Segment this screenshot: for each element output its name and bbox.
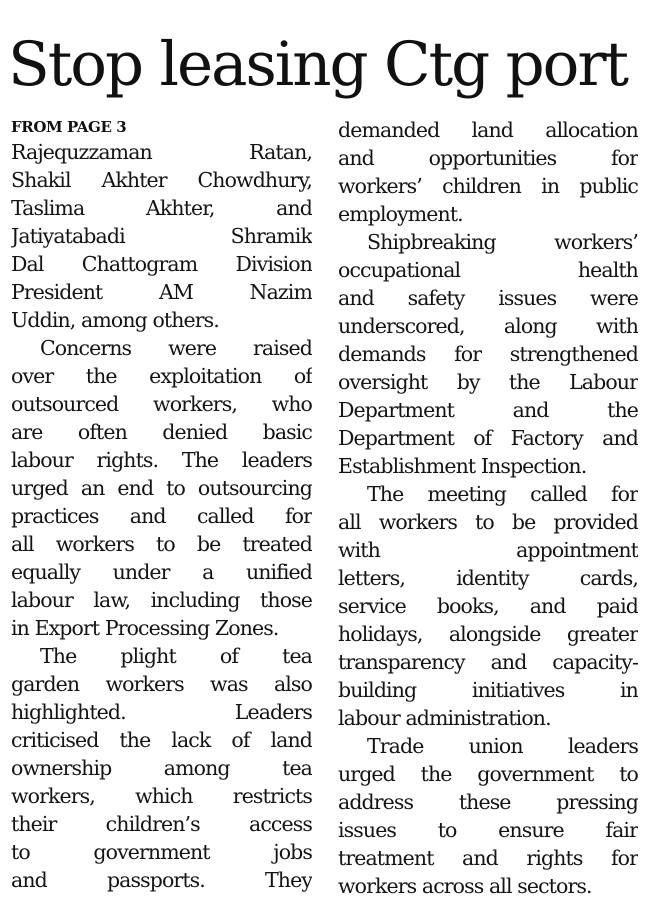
text-line: practices and called for: [11, 504, 312, 528]
text-line: and safety issues were: [338, 286, 638, 310]
right-column: [338, 116, 638, 900]
text-line: building initiatives in: [338, 678, 638, 702]
text-line: transparency and capacity-: [338, 650, 638, 674]
text-line: occupational health: [338, 258, 638, 282]
text-line: over the exploitation of: [11, 364, 312, 388]
text-line: Uddin, among others.: [11, 308, 219, 332]
text-line: labour rights. The leaders: [11, 448, 312, 472]
text-line: all workers to be treated: [11, 532, 312, 556]
text-line: urged an end to outsourcing: [11, 476, 312, 500]
text-line: issues to ensure fair: [338, 818, 638, 842]
text-line: service books, and paid: [338, 594, 638, 618]
text-line: criticised the lack of land: [11, 728, 312, 752]
text-line: and passports. They: [11, 868, 312, 892]
text-line: their children’s access: [11, 812, 312, 836]
text-line: demanded land allocation: [338, 118, 638, 142]
text-line: in Export Processing Zones.: [11, 616, 279, 640]
text-line: Rajequzzaman Ratan,: [11, 140, 312, 164]
text-line: ownership among tea: [11, 756, 312, 780]
text-line: Jatiyatabadi Shramik: [11, 224, 312, 248]
text-line: and opportunities for: [338, 146, 638, 170]
text-line: urged the government to: [338, 762, 638, 786]
right-column-body: [338, 116, 638, 900]
text-line: Department and the: [338, 398, 638, 422]
text-line: garden workers was also: [11, 672, 312, 696]
text-line: Concerns were raised: [40, 336, 312, 360]
text-line: holidays, alongside greater: [338, 622, 638, 646]
text-line: highlighted. Leaders: [11, 700, 312, 724]
text-line: are often denied basic: [11, 420, 312, 444]
text-line: equally under a unified: [11, 560, 312, 584]
headline: Stop leasing Ctg port: [8, 29, 628, 100]
text-line: Department of Factory and: [338, 426, 638, 450]
left-column-body: [11, 138, 312, 894]
text-line: workers, which restricts: [11, 784, 312, 808]
text-line: President AM Nazim: [11, 280, 312, 304]
text-line: outsourced workers, who: [11, 392, 312, 416]
text-line: demands for strengthened: [338, 342, 638, 366]
continuation-kicker: FROM PAGE 3: [11, 118, 127, 136]
text-line: Shipbreaking workers’: [367, 230, 638, 254]
text-line: letters, identity cards,: [338, 566, 638, 590]
text-line: Dal Chattogram Division: [11, 252, 312, 276]
text-line: employment.: [338, 202, 463, 226]
text-line: Establishment Inspection.: [338, 454, 587, 478]
text-line: with appointment: [338, 538, 638, 562]
text-line: labour administration.: [338, 706, 551, 730]
text-line: to government jobs: [11, 840, 312, 864]
text-line: The plight of tea: [40, 644, 312, 668]
text-line: Shakil Akhter Chowdhury,: [11, 168, 312, 192]
text-line: The meeting called for: [367, 482, 638, 506]
text-line: Trade union leaders: [367, 734, 638, 758]
text-line: oversight by the Labour: [338, 370, 638, 394]
text-line: all workers to be provided: [338, 510, 638, 534]
text-line: workers’ children in public: [338, 174, 638, 198]
left-column: [11, 116, 312, 894]
text-line: workers across all sectors.: [338, 874, 592, 898]
text-line: Taslima Akhter, and: [11, 196, 312, 220]
text-line: underscored, along with: [338, 314, 638, 338]
text-line: treatment and rights for: [338, 846, 638, 870]
text-line: labour law, including those: [11, 588, 312, 612]
text-line: address these pressing: [338, 790, 638, 814]
